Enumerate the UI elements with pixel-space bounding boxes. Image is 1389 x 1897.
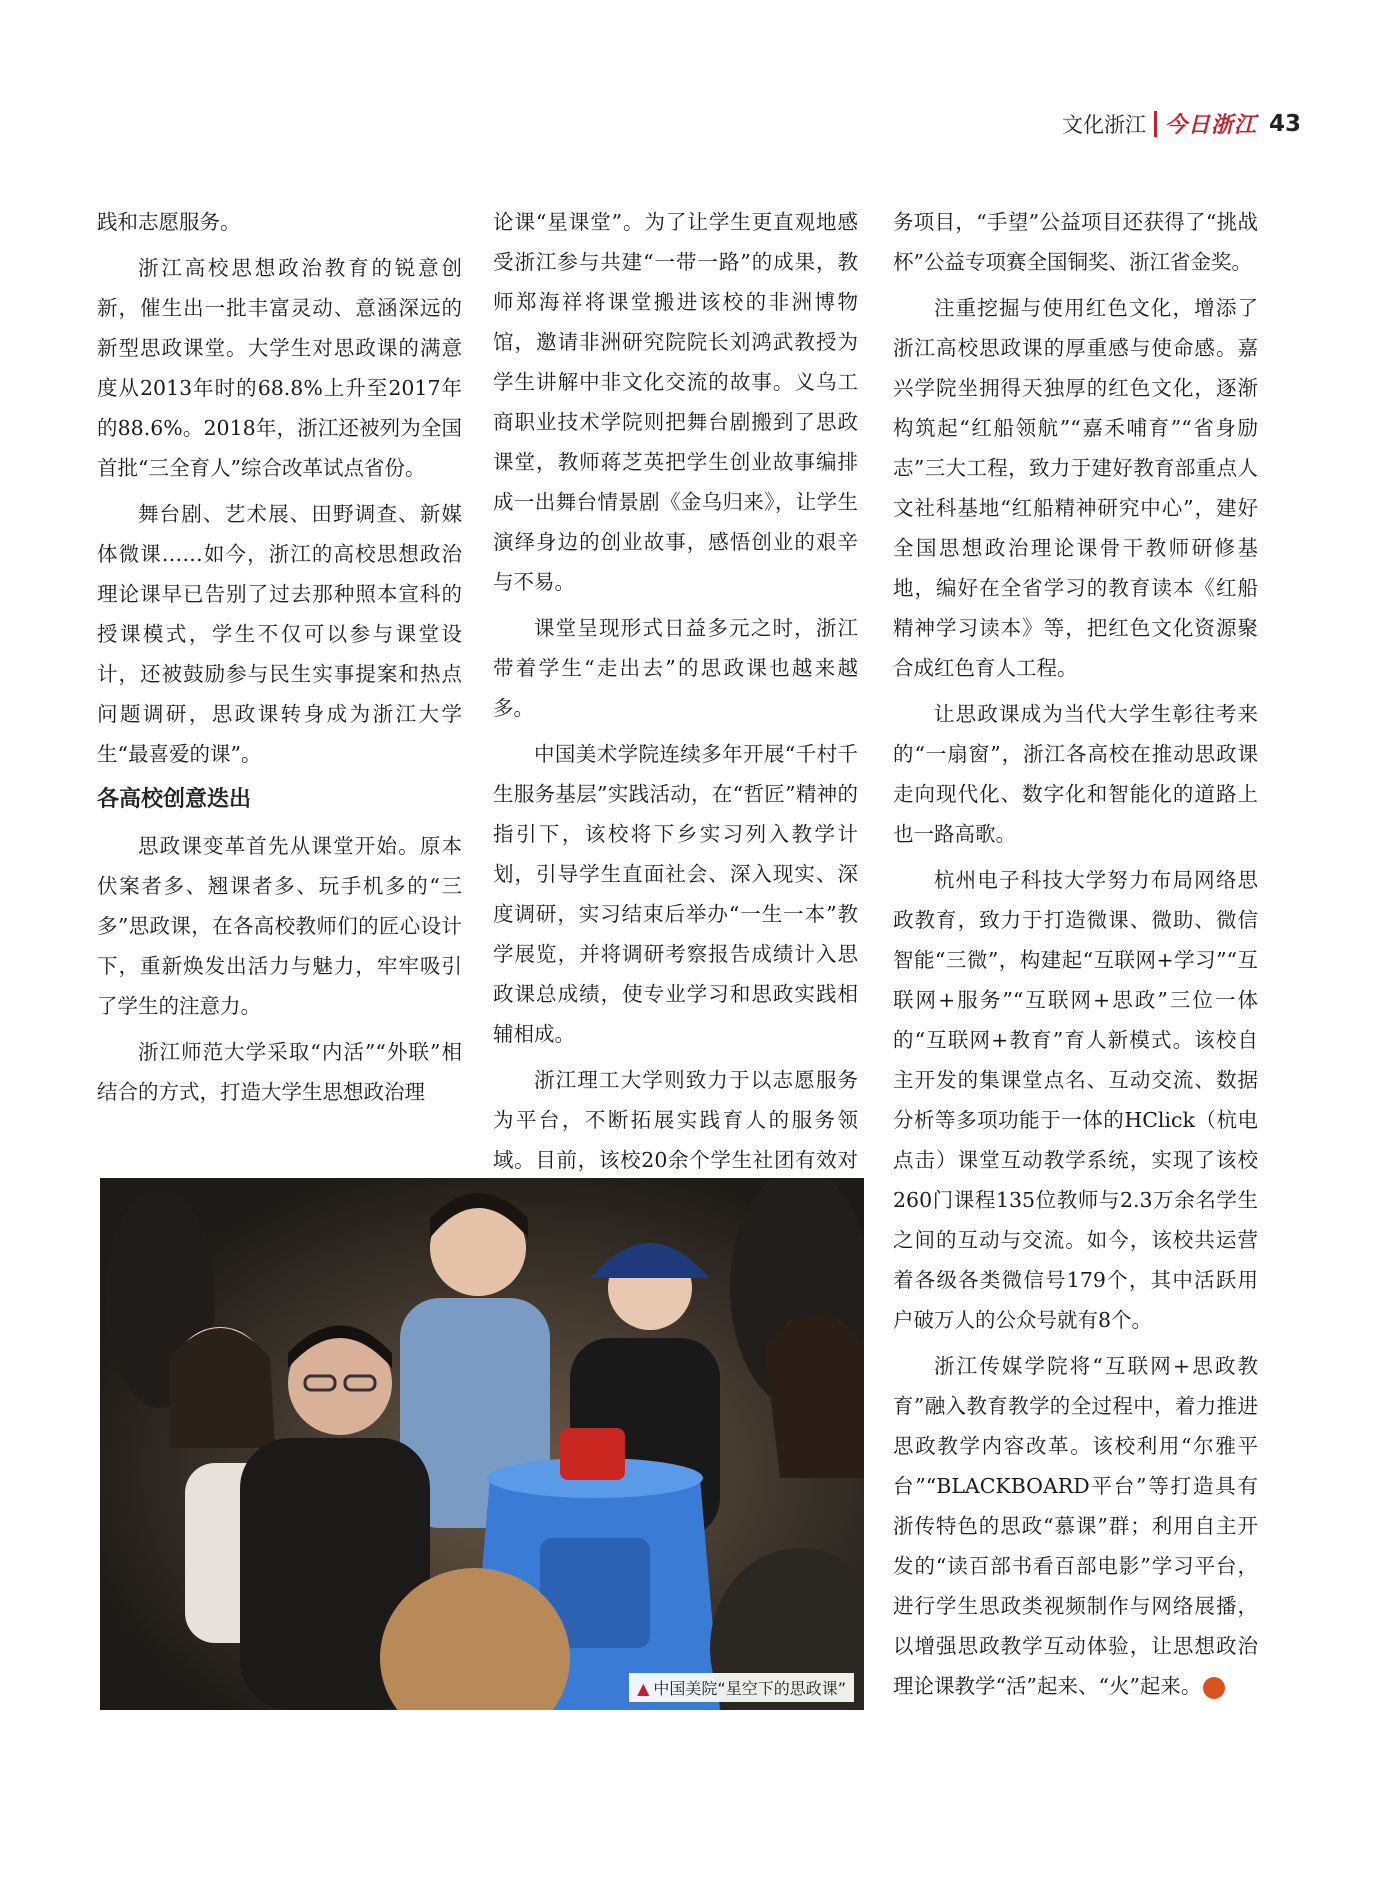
photo-illustration (100, 1178, 864, 1710)
paragraph: 思政课变革首先从课堂开始。原本伏案者多、翘课者多、玩手机多的“三多”思政课，在各高校教师们的匠心设计下，重新焕发出活力与魅力，牢牢吸引了学生的注意力。 (97, 834, 462, 1018)
paragraph: 浙江高校思想政治教育的锐意创新，催生出一批丰富灵动、意涵深远的新型思政课堂。大学生对思政课的满意度从2013年时的68.8%上升至2017年的88.6%。2018年，浙江还被列为全国首批“三全育人”综合改革试点省份。 (97, 256, 462, 480)
paragraph: 杭州电子科技大学努力布局网络思政教育，致力于打造微课、微助、微信智能“三微”，构建起“互联网+学习”“互联网+服务”“互联网+思政”三位一体的“互联网+教育”育人新模式。该校自主开发的集课堂点名、互动交流、数据分析等多项功能于一体的HClick（杭电点击）课堂互动教学系统，实现了该校260门课程135位教师与2.3万余名学生之间的互动与交流。如今，该校共运营着各级各类微信号179个，其中活跃用户破万人的公众号就有8个。 (893, 868, 1258, 1332)
section-subheading: 各高校创意迭出 (97, 787, 252, 812)
paragraph: 让思政课成为当代大学生彰往考来的“一扇窗”，浙江各高校在推动思政课走向现代化、数字化和智能化的道路上也一路高歌。 (893, 702, 1258, 846)
paragraph: 课堂呈现形式日益多元之时，浙江带着学生“走出去”的思政课也越来越多。 (493, 616, 858, 720)
page-number: 43 (1268, 110, 1301, 137)
column-3 (893, 202, 1258, 1712)
magazine-logo: 今日浙江 (1164, 113, 1257, 138)
column-2 (493, 202, 858, 1226)
end-mark-icon (1203, 1677, 1225, 1699)
triangle-icon: ▲ (637, 1679, 650, 1698)
column-1 (97, 202, 462, 1118)
paragraph: 论课“星课堂”。为了让学生更直观地感受浙江参与共建“一带一路”的成果，教师郑海祥将课堂搬进该校的非洲博物馆，邀请非洲研究院院长刘鸿武教授为学生讲解中非文化交流的故事。义乌工商职业技术学院则把舞台剧搬到了思政课堂，教师蒋芝英把学生创业故事编排成一出舞台情景剧《金乌归来》，让学生演绎身边的创业故事，感悟创业的艰辛与不易。 (493, 210, 858, 594)
section-title: 文化浙江 (1061, 112, 1146, 137)
article-photo (100, 1178, 864, 1710)
paragraph: 践和志愿服务。 (97, 210, 241, 234)
paragraph-final (893, 1346, 1258, 1706)
paragraph: 注重挖掘与使用红色文化，增添了浙江高校思政课的厚重感与使命感。嘉兴学院坐拥得天独厚的红色文化，逐渐构筑起“红船领航”“嘉禾哺育”“省身励志”三大工程，致力于建好教育部重点人文社科基地“红船精神研究中心”，建好全国思想政治理论课骨干教师研修基地，编好在全省学习的教育读本《红船精神学习读本》等，把红色文化资源聚合成红色育人工程。 (893, 296, 1258, 680)
paragraph: 浙江理工大学则致力于以志愿服务为平台，不断拓展实践育人的服务领域。目前，该校20余个学生社团有效对 (493, 1068, 858, 1172)
header-divider (1154, 111, 1157, 137)
paragraph-text: 浙江传媒学院将“互联网+思政教育”融入教育教学的全过程中，着力推进思政教学内容改革。该校利用“尔雅平台”“BLACKBOARD平台”等打造具有浙传特色的思政“慕课”群；利用自主开发的“读百部书看百部电影”学习平台，进行学生思政类视频制作与网络展播，以增强思政教学互动体验，让思想政治理论课教学“活”起来、“火”起来。 (893, 1354, 1258, 1698)
caption-text: 中国美院“星空下的思政课” (653, 1679, 846, 1698)
paragraph: 务项目，“手望”公益项目还获得了“挑战杯”公益专项赛全国铜奖、浙江省金奖。 (893, 210, 1258, 274)
paragraph: 舞台剧、艺术展、田野调查、新媒体微课……如今，浙江的高校思想政治理论课早已告别了过去那种照本宣科的授课模式，学生不仅可以参与课堂设计，还被鼓励参与民生实事提案和热点问题调研，思政课转身成为浙江大学生“最喜爱的课”。 (97, 502, 462, 766)
paragraph: 中国美术学院连续多年开展“千村千生服务基层”实践活动，在“哲匠”精神的指引下，该校将下乡实习列入教学计划，引导学生直面社会、深入现实、深度调研，实习结束后举办“一生一本”教学展览，并将调研考察报告成绩计入思政课总成绩，使专业学习和思政实践相辅相成。 (493, 742, 858, 1046)
page-header (1062, 108, 1301, 139)
photo-caption (629, 1673, 854, 1702)
paragraph: 浙江师范大学采取“内活”“外联”相结合的方式，打造大学生思想政治理 (97, 1040, 462, 1104)
